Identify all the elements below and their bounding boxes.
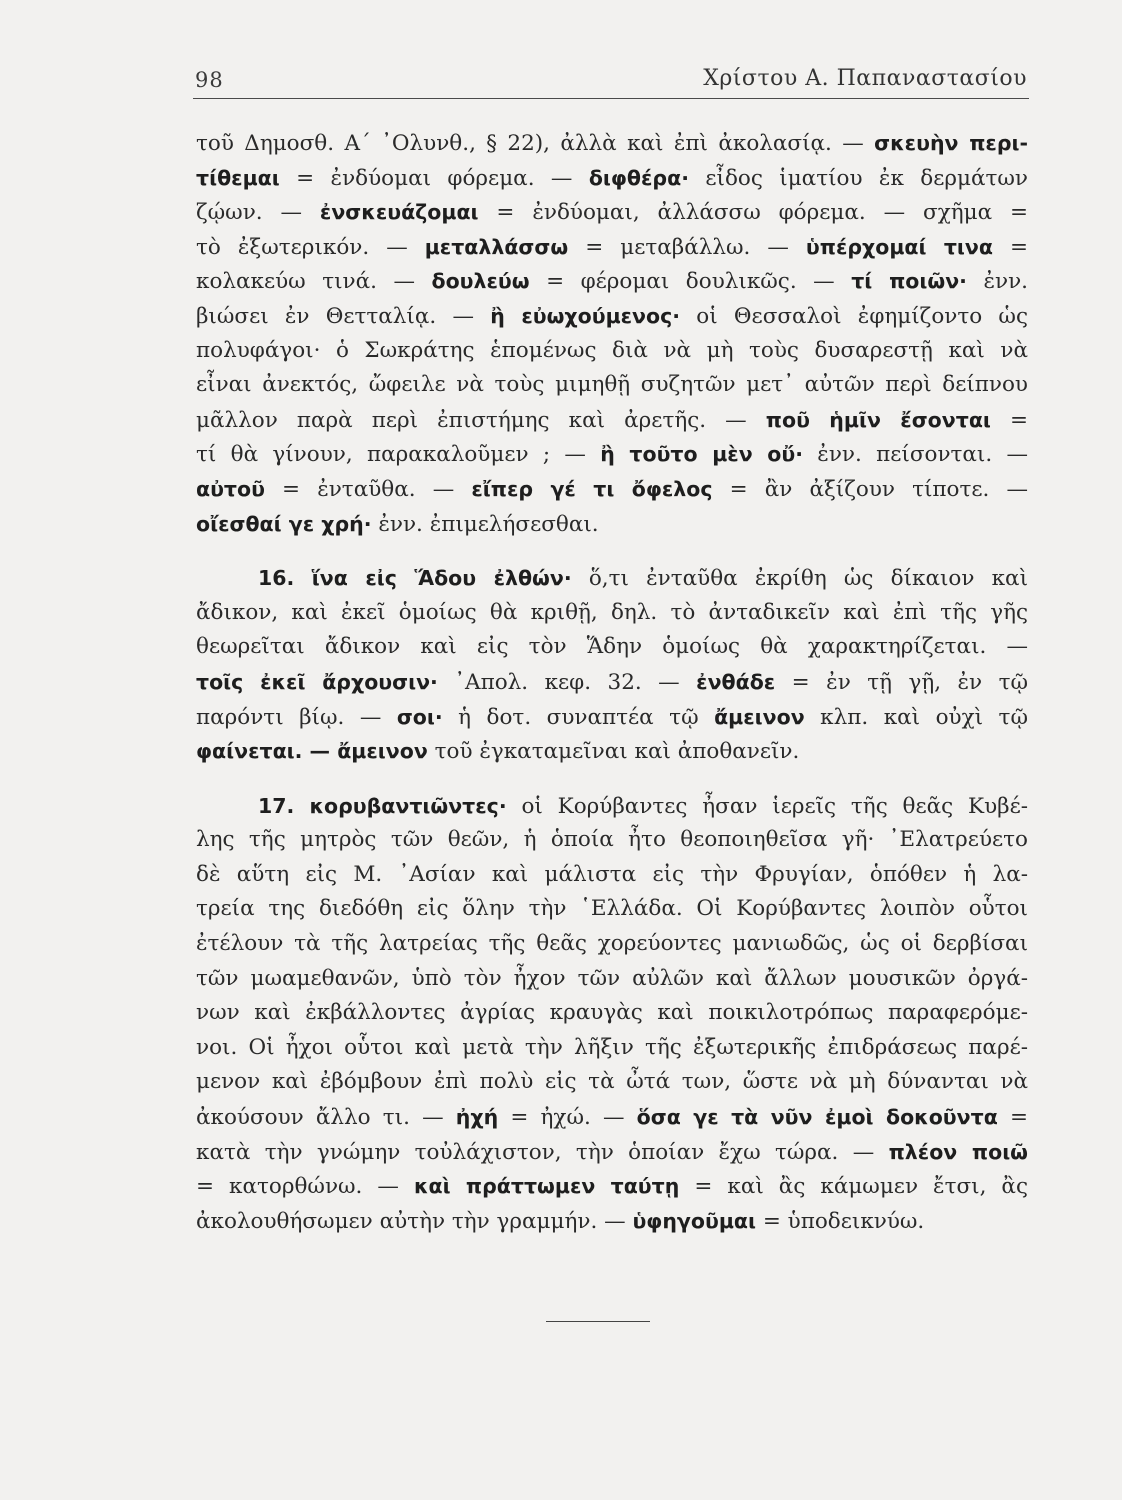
lemma: ὑπέρχομαί τινα — [805, 234, 993, 259]
lemma: οἴεσθαί γε χρή· — [196, 511, 372, 536]
lemma: ἢ εὐωχούμενος· — [490, 303, 681, 328]
gloss-text: τί θὰ γίνουν, παρακαλοῦμεν ; — — [196, 442, 601, 468]
gloss-text: ἄδικον, καὶ ἐκεῖ ὁμοίως θὰ κριθῇ, δηλ. τὸ ἀνταδικεῖν καὶ ἐπὶ τῆς γῆς — [196, 599, 1028, 625]
text-line — [196, 126, 1028, 161]
gloss-text: = — [990, 407, 1028, 433]
gloss-text: = μεταβάλλω. — — [568, 234, 806, 260]
text-line — [196, 1169, 1028, 1204]
gloss-text: λης τῆς μητρὸς τῶν θεῶν, ἡ ὁποία ἦτο θεοποιηθεῖσα γῆ· ᾽Ελατρεύετο — [196, 827, 1028, 853]
lemma: ὅσα γε τὰ νῦν ἐμοὶ δοκοῦντα — [636, 1105, 998, 1130]
gloss-text: βιώσει ἐν Θετταλίᾳ. — — [196, 303, 491, 329]
lemma: τί ποιῶν· — [851, 269, 967, 294]
lemma: σκευὴν περι- — [874, 131, 1028, 155]
gloss-text: τοῦ Δημοσθ. Α΄ ᾽Ολυνθ., § 22), ἀλλὰ καὶ ἐπὶ ἀκολασίᾳ. — — [196, 131, 875, 156]
lemma: ἢ τοῦτο μὲν οὔ· — [600, 442, 803, 467]
gloss-text: ἐνν. ἐπιμελήσεσθαι. — [371, 511, 599, 537]
text-line — [196, 161, 1028, 196]
gloss-text: οἱ Κορύβαντες ἦσαν ἱερεῖς τῆς θεᾶς Κυβέ- — [506, 793, 1028, 819]
gloss-text: ἡ δοτ. συναπτέα τῷ — [442, 704, 715, 730]
end-rule — [546, 1321, 650, 1322]
gloss-text: δὲ αὕτη εἰς Μ. ᾽Ασίαν καὶ μάλιστα εἰς τὴν Φρυγίαν, ὁπόθεν ἡ λα- — [196, 861, 1028, 887]
gloss-text: = ἠχώ. — — [498, 1105, 637, 1131]
gloss-text: τὸ ἐξωτερικόν. — — [196, 234, 425, 260]
text-line — [196, 299, 1028, 334]
text-line — [196, 962, 1028, 997]
text-line — [196, 996, 1028, 1031]
text-line — [196, 1065, 1028, 1100]
lemma: ἐνθάδε — [696, 669, 776, 694]
gloss-text: ἐνν. πείσονται. — — [803, 442, 1028, 468]
text-line — [196, 823, 1028, 858]
gloss-text: τρεία της διεδόθη εἰς ὅλην τὴν ῾Ελλάδα. Οἱ Κορύβαντες λοιπὸν οὗτοι — [196, 896, 1028, 922]
text-line — [196, 789, 1028, 824]
commentary-paragraph-16 — [196, 561, 1028, 769]
lemma: καὶ πράττωμεν ταύτῃ — [413, 1174, 680, 1199]
commentary-paragraph-intro — [196, 126, 1028, 541]
gloss-text: κατὰ τὴν γνώμην τοὐλάχιστον, τὴν ὁποίαν ἔχω τώρα. — — [196, 1139, 889, 1165]
gloss-text: = φέρομαι δουλικῶς. — — [529, 269, 852, 295]
text-line — [196, 700, 1028, 735]
lemma: δουλεύω — [431, 269, 530, 294]
page-header — [193, 62, 1029, 99]
gloss-text: παρόντι βίῳ. — — [196, 704, 397, 730]
text-line — [196, 1100, 1028, 1135]
lemma: διφθέρα· — [588, 165, 689, 190]
lemma: εἴπερ γέ τι ὄφελος — [471, 476, 713, 501]
text-line — [196, 630, 1028, 665]
gloss-text: ἀκολουθήσωμεν αὐτὴν τὴν γραμμήν. — — [196, 1208, 633, 1234]
text-line — [196, 1135, 1028, 1170]
gloss-text: = ἐν τῇ γῇ, ἐν τῷ — [775, 669, 1028, 695]
lemma: ποῦ ἡμῖν ἔσονται — [765, 407, 991, 432]
gloss-text: = — [997, 1105, 1028, 1131]
text-line — [196, 892, 1028, 927]
text-line — [196, 665, 1028, 700]
gloss-text: = ἐνδύομαι φόρεμα. — — [279, 165, 589, 191]
text-line — [196, 1031, 1028, 1066]
gloss-text: πολυφάγοι· ὁ Σωκράτης ἑπομένως διὰ νὰ μὴ τοὺς δυσαρεστῇ καὶ νὰ — [196, 337, 1028, 363]
text-line — [196, 561, 1028, 596]
gloss-text: κλπ. καὶ οὐχὶ τῷ — [804, 704, 1028, 730]
text-line — [196, 596, 1028, 631]
gloss-text: = ἂν ἀξίζουν τίποτε. — — [712, 476, 1028, 502]
gloss-text: ἐνν. — [966, 269, 1028, 295]
text-line — [196, 927, 1028, 962]
text-line — [196, 334, 1028, 369]
gloss-text: οἱ Θεσσαλοὶ ἐφημίζοντο ὡς — [680, 303, 1029, 329]
text-line — [196, 368, 1028, 403]
gloss-text: τῶν μωαμεθανῶν, ὑπὸ τὸν ἦχον τῶν αὐλῶν καὶ ἄλλων μουσικῶν ὀργά- — [196, 965, 1028, 991]
lemma: φαίνεται. — ἄμεινον — [196, 739, 428, 764]
lemma: μεταλλάσσω — [424, 234, 569, 259]
gloss-text: εἶδος ἱματίου ἐκ δερμάτων — [688, 165, 1029, 191]
lemma: σοι· — [396, 704, 443, 729]
lemma: ἄμεινον — [714, 704, 805, 729]
running-title: Χρίστου Α. Παπαναστασίου — [703, 66, 1027, 91]
gloss-text: μενον καὶ ἐβόμβουν ἐπὶ πολὺ εἰς τὰ ὦτά των, ὥστε νὰ μὴ δύνανται νὰ — [196, 1069, 1028, 1095]
gloss-text: κολακεύω τινά. — — [196, 269, 432, 295]
page-body — [196, 126, 1028, 1238]
lemma: ἐνσκευάζομαι — [319, 200, 479, 225]
gloss-text: νοι. Οἱ ἦχοι οὗτοι καὶ μετὰ τὴν λῆξιν τῆς ἐξωτερικῆς ἐπιδράσεως παρέ- — [196, 1034, 1028, 1060]
gloss-text: = κατορθώνω. — — [196, 1174, 414, 1200]
gloss-text: = ἐνταῦθα. — — [264, 476, 472, 502]
lemma: 16. ἵνα εἰς Ἅδου ἐλθών· — [258, 566, 572, 591]
text-line — [196, 1204, 1028, 1239]
gloss-text: τοῦ ἐγκαταμεῖναι καὶ ἀποθανεῖν. — [427, 739, 800, 765]
lemma: ὑφηγοῦμαι — [632, 1208, 756, 1233]
text-line — [196, 472, 1028, 507]
gloss-text: μᾶλλον παρὰ περὶ ἐπιστήμης καὶ ἀρετῆς. — — [196, 407, 766, 433]
gloss-text: ᾽Απολ. κεφ. 32. — — [437, 669, 697, 695]
gloss-text: ἀκούσουν ἄλλο τι. — — [196, 1105, 456, 1131]
lemma: πλέον ποιῶ — [888, 1139, 1028, 1164]
text-line — [196, 230, 1028, 265]
lemma: ἠχή — [455, 1105, 499, 1130]
text-line — [196, 858, 1028, 893]
page-number: 98 — [195, 68, 224, 92]
text-line — [196, 403, 1028, 438]
text-line — [196, 264, 1028, 299]
lemma: τοῖς ἐκεῖ ἄρχουσιν· — [196, 669, 438, 694]
gloss-text: = ἐνδύομαι, ἀλλάσσω φόρεμα. — σχῆμα = — [478, 200, 1029, 226]
gloss-text: ὅ,τι ἐνταῦθα ἐκρίθη ὡς δίκαιον καὶ — [571, 566, 1028, 592]
lemma: αὐτοῦ — [196, 476, 265, 501]
text-line — [196, 195, 1028, 230]
text-line — [196, 437, 1028, 472]
gloss-text: = ὑποδεικνύω. — [755, 1208, 925, 1234]
gloss-text: = καὶ ἂς κάμωμεν ἔτσι, ἂς — [679, 1174, 1028, 1200]
gloss-text: ἐτέλουν τὰ τῆς λατρείας τῆς θεᾶς χορεύοντες μανιωδῶς, ὡς οἱ δερβίσαι — [196, 931, 1028, 957]
gloss-text: νων καὶ ἐκβάλλοντες ἀγρίας κραυγὰς καὶ ποικιλοτρόπως παραφερόμε- — [196, 1000, 1028, 1026]
lemma: τίθεμαι — [196, 165, 280, 190]
lemma: 17. κορυβαντιῶντες· — [258, 793, 507, 818]
gloss-text: ζῴων. — — [196, 200, 320, 226]
text-line — [196, 507, 1028, 542]
text-line — [196, 734, 1028, 769]
gloss-text: θεωρεῖται ἄδικον καὶ εἰς τὸν Ἅδην ὁμοίως θὰ χαρακτηρίζεται. — — [196, 634, 1028, 660]
gloss-text: = — [992, 234, 1028, 260]
commentary-paragraph-17 — [196, 789, 1028, 1239]
gloss-text: εἶναι ἀνεκτός, ὤφειλε νὰ τοὺς μιμηθῇ συζητῶν μετ᾽ αὐτῶν περὶ δείπνου — [196, 372, 1028, 398]
